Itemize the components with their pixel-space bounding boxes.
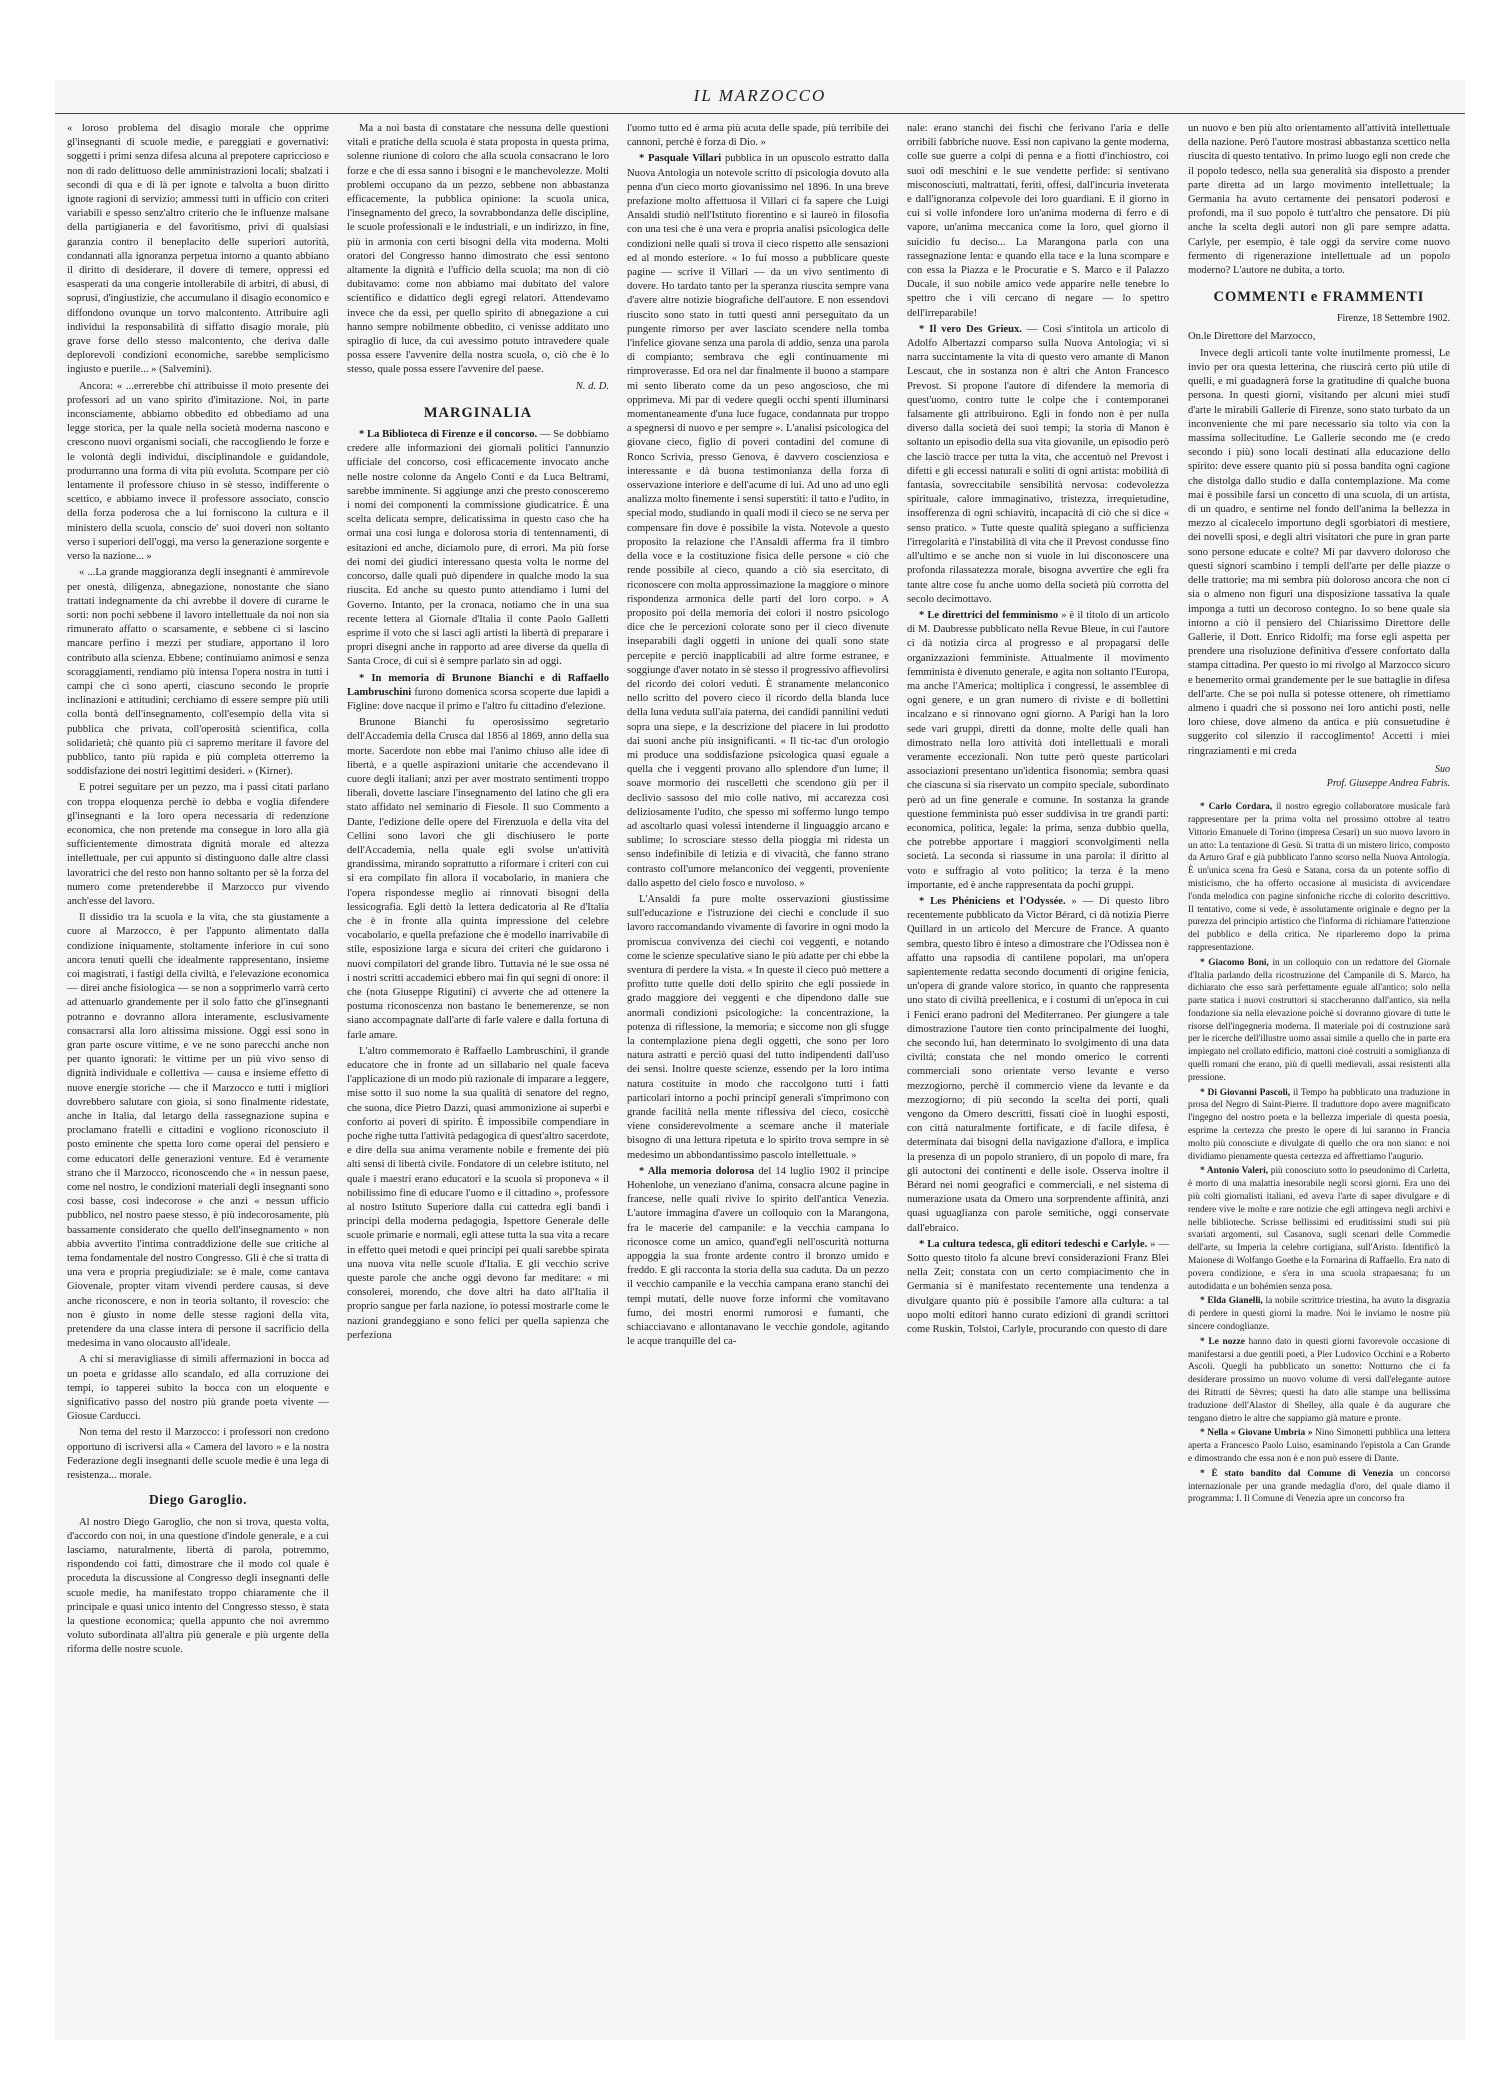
section-heading-marginalia: MARGINALIA xyxy=(423,404,533,421)
column-5 xyxy=(1188,122,1450,2027)
note-item xyxy=(1188,1165,1450,1293)
marginalia-item xyxy=(347,428,609,669)
note-item xyxy=(1188,1295,1450,1333)
column-4 xyxy=(907,122,1169,2027)
item-lead: * Pasquale Villari xyxy=(639,153,722,165)
header-rule xyxy=(55,113,1465,114)
item-lead: * Alla memoria dolorosa xyxy=(639,1165,755,1177)
notes-block xyxy=(1188,801,1450,1506)
author-signature-heading: Diego Garoglio. xyxy=(149,1492,247,1508)
paragraph: l'uomo tutto ed è arma più acuta delle spade, più terribile dei cannoni, perchè è forza di Dio. » xyxy=(627,123,889,149)
note-item xyxy=(1188,957,1450,1085)
item-text: — Se dobbiamo credere alle informazioni dei giornali politici l'annunzio ufficiale del concorso, così efficacemente invocato anche nelle nostre colonne da Angelo Conti e da Luca Beltrami, sarebbe imminente. Si aggiunge anzi che presto conosceremo i nomi dei componenti la commissione giudicatrice. È una scelta delicata sempre, delicatissima in questo caso che ha ormai una così lunga e dolorosa storia di tentennamenti, di esitazioni ed anche, diciamolo pure, di errori. Ma più forse dei nomi dei giudici interessano questa volta le norme del concorso, dalle quali può dipendere in qualche modo la sua riuscita. Ed anche su questo punto attendiamo i lumi del Governo. Intanto, per la cronaca, notiamo che in una sua recente lettera al Giornale d'Italia il conte Paolo Galletti esprime il voto che si lasci agli artisti la libertà di preparare i propri disegni anche in rapporto ad aree diverse da quella di Santa Croce, di cui si è sempre parlato sin ad oggi. xyxy=(347,429,609,668)
column-1 xyxy=(67,122,329,2027)
item-text: Nino Simonetti pubblica una lettera aperta a Francesco Paolo Luiso, esaminando l'epistola a Can Grande e dimostrando che essa non è e non può essere di Dante. xyxy=(1188,1428,1450,1464)
item-lead: * Il vero Des Grieux. xyxy=(919,323,1022,335)
note-item xyxy=(1188,1087,1450,1164)
item-text: » — Di questo libro recentemente pubblicato da Victor Bérard, ci dà notizia Pierre Quillard in un articolo del Mercure de France. A quanto sembra, questo libro è inteso a dimostrare che l'Odissea non è affatto una rapsodia di cantilene popolari, ma un'opera sapientemente redatta secondo documenti di origine fenicia, un'opera di grande valore storico, in quanto che rappresenta uno stato di civiltà preellenica, e i costumi di un'epoca in cui i Fenici erano padroni del Mediterraneo. Per giungere a tale dimostrazione l'autore tien conto principalmente dei luoghi, che secondo lui, han determinato lo svolgimento di una data civiltà; constata che nel mondo omerico le correnti commerciali sono orientate verso levante e verso mezzogiorno, perchè il commercio viene da levante e da mezzogiorno; di più secondo la scelta dei porti, quali vengono da Omero descritti, fissati cioè in luoghi esposti, con città naturalmente fortificate, e di facile difesa, è determinata dai bisogni della navigazione d'allora, e implica la presenza di un popolo straniero, di un popolo di mare, fra gli autoctoni dei continenti e delle isole. Osserva inoltre il Bérard nei nomi geografici e commerciali, e nel sistema di numerazione usata da Omero una sorprendente affinità, anzi quasi uguaglianza con parole semitiche, oggi conservate dall'ebraico. xyxy=(907,895,1169,1234)
paragraph: nale: erano stanchi dei fischi che ferivano l'aria e delle orribili fabbriche nuove. Essi non capivano la gente moderna, colle sue guerre a colpi di penna e a fiotti d'inchiostro, coi suoi odî meschini e le sue vendette perfide: si sentivano misconosciuti, maltrattati, feriti, offesi, dall'incuria inveterata e dall'ignoranza colpevole dei loro guardiani. E il giorno in cui si volle infondere loro un'anima moderna di ferro e di vapore, un'anima meccanica come la loro, quel giorno il suicidio fu deciso... La Marangona parla con una rassegnazione lenta: e quando ella tace e la luna scompare e con essa la Piazza e le Procuratie e S. Marco e il Palazzo Ducale, il suo nobile amico vede apparire nelle tenebre lo spettro che i vili cercano di negare — lo spettro dell'irreparabile! xyxy=(907,123,1169,319)
item-text: la nobile scrittrice triestina, ha avuto la disgrazia di perdere in questi giorni la madre. Noi le inviamo le nostre più sincere condoglianze. xyxy=(1188,1296,1450,1333)
marginalia-item xyxy=(627,1165,889,1350)
paragraph: Il dissidio tra la scuola e la vita, che sta giustamente a cuore al Marzocco, è per l'appunto alimentato dalla condizione iniquamente, stoltamente inferiore in cui sono ancora tenuti quelli che idealmente rappresentano, insieme coi magistrati, i fastigi della civiltà, e l'elevazione economica — direi anche fisiologica — se non a sopprimerlo varrà certo ad attenuarlo grandemente per il solo fatto che gl'insegnanti potranno e dovranno allora interamente, esclusivamente consacrarsi alla loro altissima missione. Oggi essi sono in gran parte oscure vittime, e ve ne sono parecchi anche non per quanto ignorati: le vittime per un più vivo senso di dignità individuale e collettiva — causa e insieme effetto di nuove energie storiche — che il Marzocco e tutti i migliori dovrebbero salutare con gioia, si sono finalmente ridestate, anche in Italia, dal letargo della rassegnazione supina e proclamano fratelli e cittadini e vogliono riconosciuto il posto eminente che spetta loro come operai del pensiero e come educatori delle generazioni venture. Ed è veramente strano che il Marzocco, riconoscendo che « in nessun paese, come nel nostro, le condizioni materiali degli insegnanti sono così basse, così indecorose » che anzi « nessun ufficio pubblico, nel nostro paese stesso, è più indecorosamente, più bassamente considerato che quello dell'insegnamento » non abbia avvertito l'intima contraddizione delle sue critiche al tema fondamentale del nostro Congresso. Gli è che si tratta di una vera e propria pregiudiziale: se è male, come cantava Giovenale, propter vitam vivendi perdere causas, si deve anche riconoscere, e non in teoria soltanto, il rovescio: che non è giusto in nome delle stesse ragioni della vita, pretendere da una classe intera di persone il sacrificio della medesima in vano olocausto all'ideale. xyxy=(67,912,329,1350)
paragraph: Ancora: « ...errerebbe chi attribuisse il moto presente dei professori ad un vano spirito d'imitazione. Noi, in parte inconsciamente, abbiamo obbedito ed obbediamo ad una legge storica, per la quale nella società moderna nascono e crescono nuovi organismi sociali, che raccogliendo le forze e le volontà degli individui, disciplinandole e guidandole, produrranno una forma di vita più evoluta. Scompare per ciò lentamente il professore chiuso in sè stesso, indifferente o scettico, e abbiamo invece il professore associato, conscio della forza poderosa che a lui forniscono la cultura e il ministero della scuola, conscio de' suoi doveri non soltanto verso i superiori dell'oggi, ma verso la generazione sorgente e verso la nazione... » xyxy=(67,380,329,563)
newspaper-page xyxy=(55,80,1465,2040)
item-text: un concorso internazionale per una grande medaglia d'oro, del quale diamo il programma: I. Il Comune di Venezia apre un concorso fra xyxy=(1188,1468,1450,1505)
paragraph: Al nostro Diego Garoglio, che non si trova, questa volta, d'accordo con noi, in una questione d'indole generale, e a cui lasciamo, naturalmente, libertà di parola, potremmo, rispondendo coi fatti, dimostrare che il modo col quale è proceduta la discussione al Congresso degli insegnanti delle scuole medie, ha manifestato troppo chiaramente che il principale e quasi unico intento del Congresso stesso, è stata la questione economica; quella appunto che noi avremmo voluto subordinata all'altra più generale e più urgente della riforma delle nostre scuole. xyxy=(67,1516,329,1656)
section-heading-commenti: COMMENTI e FRAMMENTI xyxy=(1213,289,1425,306)
paragraph: Non tema del resto il Marzocco: i professori non credono opportuno di iscriversi alla « Camera del lavoro » e la nostra Federazione degli insegnanti delle scuole medie è una lega di resistenza... morale. xyxy=(67,1427,329,1482)
item-lead: * Elda Gianelli, xyxy=(1200,1296,1263,1307)
marginalia-item xyxy=(907,609,1169,893)
item-text: il Tempo ha pubblicato una traduzione in prosa del Negro di Saint-Pierre. Il traduttore dopo avere magnificato l'ingegno del nostro poeta e la bellezza imperiale di questa poesia, esprime la certezza che presto le opere di lui saranno in Francia molto più conosciute e divulgate di quello che ora non siano: e noi dividiamo pienamente questa certezza ed affrettiamo l'augurio. xyxy=(1188,1087,1450,1162)
item-lead: * Le nozze xyxy=(1200,1336,1245,1347)
item-text: più conosciuto sotto lo pseudonimo di Carletta, è morto di una malattia inesorabile negli scorsi giorni. Era uno dei più colti giornalisti italiani, ed aveva l'arte di saper divulgare e di rendere vive le molte e rare notizie che egli attingeva negli archivi e nelle biblioteche. Scrisse bellissimi ed eruditissimi studi sui più svariati argomenti, sul Casanova, sugli scenari delle Commedie dell'arte, su Imperia la celebre cortigiana, sull'Aristo. Identificò la Maionese di Wolfango Goethe e la Fornarina di Raffaello. Era nato di povera condizione, e s'era in una scuola strapaesana; fu un autodidatta e un bohémien senza posa. xyxy=(1188,1166,1450,1292)
col1-body xyxy=(67,122,329,1483)
note-item xyxy=(1188,1427,1450,1465)
letter-signature: Prof. Giuseppe Andrea Fabris. xyxy=(1326,777,1450,789)
column-3 xyxy=(627,122,889,2027)
item-lead: * Les Phéniciens et l'Odyssée. xyxy=(919,895,1066,907)
paragraph: Brunone Bianchi fu operosissimo segretario dell'Accademia della Crusca dal 1856 al 1869, anno della sua morte. Sacerdote non ebbe mai l'animo chiuso alle idee di libertà, e a quelle aspirazioni unitarie che accendevano il cuore degli italiani; anzi per aver mostrato sentimenti troppo liberali, dovette lasciare l'insegnamento del latino che gli era stato affidato nel seminario di Fiesole. Il suo Commento a Dante, l'edizione delle opere del Firenzuola e della vita del Cellini sono lavori che gli dischiusero le porte dell'Accademia, nella quale egli svolse un'attività grandissima, mirando soprattutto a riformare i criteri con cui si era compilato fin allora il vocabolario, in maniera che l'opera rispondesse meglio ai rinnovati bisogni della lessicografia. Egli dettò la lettera dedicatoria al Re d'Italia che è in fronte alla quinta impressione del celebre vocabolario, e quella prefazione che è modello inarrivabile di stile, esposizione larga e sicura dei criteri che guidarono i nuovi compilatori del grande libro. Tuttavia né le sue ossa né i nostri scritti accademici ebbero mai fin qui segni di onore: il che (nota Giuseppe Rigutini) ci avverte che ad ottenere la postuma riconoscenza non bastano le benemerenze, se non siano accompagnate dall'arte di farle valere e dalla fortuna di farle amare. xyxy=(347,717,609,1041)
marginalia-item xyxy=(907,895,1169,1236)
paragraph: E potrei seguitare per un pezzo, ma i passi citati parlano con troppa eloquenza perchè io debba e voglia difendere gl'insegnanti e la loro opera necessaria di redenzione economica, che non pretende ma consegue in loro alla già sufficientemente dimostrata dignità morale ed altezza intellettuale, per cui appunto si distinguono dalle altre classi lavoratrici che del resto non hanno soltanto per sè la forza del numero come pretenderebbe il Marzocco pur vivendo anch'esse del lavoro. xyxy=(67,782,329,907)
item-text: pubblica in un opuscolo estratto dalla Nuova Antologia un notevole scritto di psicologia dovuto alla penna d'un cieco morto giovanissimo nel 1896. In una breve prefazione molto affettuosa il Villari ci fa sapere che Luigi Ansaldi studiò nell'Istituto fiorentino e si laureò in filosofia con una tesi che è una vera e propria analisi psicologica delle condizioni nelle quali si trova il cieco rispetto alle sensazioni ed al mondo esteriore. « Io fui mosso a pubblicare queste pagine — scrive il Villari — da un vivo sentimento di dovere. Ho tardato tanto per la speranza riuscita sempre vana d'avere altre notizie biografiche dell'autore. E non essendovi riuscito sono stato in tutti questi anni perseguitato da un pungente rimorso per aver lasciato scendere nella tomba l'infelice giovane senza una parola di addio, senza una parola di compianto; sembrava che egli continuamente mi rimproverasse. Ed ora nel dar finalmente il buono a stampare mi sento liberato come da un peso angoscioso, che mi opprimeva. Mi par di vedere quegli occhi spenti illuminarsi momentaneamente d'una luce fugace, condannata pur troppo a spegnersi di nuovo e per sempre ». L'analisi psicologica del giovane cieco, figlio di poveri contadini del comune di Ronco Scrivia, presso Genova, è davvero coscienziosa e interessante e dà buona testimonianza della forza di osservazione interiore e dell'acume di lui. Ad uno ad uno egli analizza molto finemente i sensi superstiti: il tatto e l'udito, in special modo, studiando in quali modi il cieco se ne serva per compensare fin dove è possibile la vista. Notevole a questo proposito la relazione che l'Ansaldi afferma fra il timbro della voce e la costituzione fisica delle persone « ciò che rende possibile al cieco, quando a ciò sia esercitato, di riconoscere con molta approssimazione la maggiore o minore rispondenza armonica delle parti del loro corpo. » A proposito poi della memoria dei colori il nostro psicologo dice che le percezioni colorate sono per il cieco divenute inseparabili dagli oggetti in unione dei quali sono state percepite e perciò inapplicabili ad altre forme estranee, e soggiunge d'aver notato in sè stesso il progressivo affievolirsi del ricordo dei colori veduti. È stranamente melanconico nello scritto del povero cieco il ricordo della blanda luce della luna veduta sull'aia paterna, dei candidi pannilini veduti sopra una siepe, e la descrizione del piacere in lui prodotto dai suoni anche più insignificanti. « Il tic-tac d'un orologio mi produce una soddisfazione psicologica quasi eguale a quella che i veggenti provano allo splendore d'un lume; il soave mormorio dei ruscelletti che scendono giù per il declivio sassoso del mio colle nativo, mi accarezza così deliziosamente l'udito, che spesso mi soffermo lungo tempo ad ascoltarlo quasi volessi intenderne il linguaggio arcano e sublime; lo scrosciare stesso della pioggia mi ridesta un senso indefinibile di letizia e di vivacità, che fanno strano contrasto coll'umore melanconico dei veggenti, proveniente dallo aspetto del cielo fosco e nuvoloso. » xyxy=(627,153,889,889)
column-2 xyxy=(347,122,609,2027)
item-lead: * È stato bandito dal Comune di Venezia xyxy=(1200,1468,1394,1479)
item-lead: * Di Giovanni Pascoli, xyxy=(1200,1087,1291,1098)
masthead: IL MARZOCCO xyxy=(693,86,827,105)
item-text: hanno dato in questi giorni favorevole occasione di manifestarsi a due gentili poeti, a Pier Ludovico Occhini e a Roberto Ascoli. Quegli ha pubblicato un sonetto: Notturno che ci fa desiderare prossimo un nuovo volume di versi dall'elegante autore dei Ritratti de Sèvres; questi ha dato alle stampe una bellissima traduzione dell'Alastor di Shelley, alla quale è da augurare che tengano dietro le altre che sappiamo già mature e pronte. xyxy=(1188,1336,1450,1424)
item-lead: * Carlo Cordara, xyxy=(1200,802,1273,813)
paragraph: « ...La grande maggioranza degli insegnanti è ammirevole per onestà, diligenza, abnegazione, nonostante che siano trattati indegnamente da chi avrebbe il dovere di curarne le sorti: non pochi sebbene il lavoro intellettuale da noi non sia rimunerato affatto o scarsamente, e sebbene ci si lascino mancare perfino i mezzi per studiare, apportano il loro contributo alla scienza. Ebbene; continuiamo animosi e senza scoraggiamenti, rendiamo più intensa l'opera nostra in tutti i campi che ci sono aperti, ciascuno secondo le proprie inclinazioni e attitudini; cerchiamo di essere sempre più utili colla bontà dell'insegnamento, coll'esempio della vita si pubblica che privata, coll'operosità scientifica, colla solidarietà; chè quanto più ci sapremo meritare il favore del pubblico, tanto più rapida e più completa otterremo la soddisfazione dei nostri legittimi desideri. » (Kirner). xyxy=(67,567,329,778)
marginalia-item xyxy=(907,1238,1169,1337)
item-text: il nostro egregio collaboratore musicale farà rappresentare per la prima volta nel prossimo ottobre al teatro Vittorio Emanuele di Torino (impresa Cesari) un suo nuovo lavoro in un atto: La tentazione di Gesù. Si tratta di un mistero lirico, composto da Arturo Graf e già pubblicato l'anno scorso nella Nuova Antologia. È un'unica scena fra Gesù e Satana, corsa da un potente soffio di misticismo, che ha offerto occasione al musicista di avvicendare l'onda melodica con pagine sinfoniche ricche di colorito descrittivo. Il tentativo, come si vede, è assolutamente originale e degno per la purezza del principio artistico che l'informa di richiamare l'attenzione del pubblico e della critica. Ne riparleremo dopo la prima rappresentazione. xyxy=(1188,802,1450,953)
item-lead: * Antonio Valeri, xyxy=(1200,1166,1269,1177)
item-text: furono domenica scorsa scoperte due lapidi a Figline: dove nacque il primo e l'altro fu cittadino d'elezione. xyxy=(347,686,609,712)
paragraph: A chi si meravigliasse di simili affermazioni in bocca ad un poeta e gridasse allo scandalo, ed alla corruzione dei tempi, io tapperei subito la bocca con un eloquente e significativo passo del nostro più grande poeta vivente — Giosue Carducci. xyxy=(67,1354,329,1423)
paragraph: Ma a noi basta di constatare che nessuna delle questioni vitali e pratiche della scuola è stata proposta in questa prima, solenne riunione di coloro che alla scuola consacrano le loro forze e che di essa sanno i bisogni e le manchevolezze. Molti problemi occupano da un pezzo, sebbene non abbastanza efficacemente, la pubblica opinione: la scuola unica, l'insegnamento del greco, la sovrabbondanza delle discipline, le scuole professionali e le industriali, e un indirizzo, in fine, più in armonia con certi bisogni della vita moderna. Molti oratori del Congresso hanno dimostrato che essi sentono altamente la dignità e l'ufficio della scuola; ma non di ciò dubitavamo: come non abbiamo mai dubitato del valore scientifico e didattico degli egregi relatori. Attendevamo invece che da essi, per quello spirito di abnegazione a cui hanno sempre nobilmente obbedito, ci venisse additato uno spiraglio di luce, da cui avessimo potuto intravedere quale possa essere l'avvenire della nostra scuola, o, ciò che è lo stesso, quale possa essere l'avvenire del paese. xyxy=(347,123,609,376)
item-text: » è il titolo di un articolo di M. Daubresse pubblicato nella Revue Bleue, in cui l'autore ci dà notizia circa al progresso e al propagarsi delle organizzazioni femministe. Attualmente il movimento femminista è divenuto generale, e agita non soltanto l'Europa, ma anche l'America; moltiplica i congressi, le assemblee di ogni genere, e un gran numero di riviste e di bollettini incalzano e si rinnovano ogni giorno. A Parigi han la loro sede vari gruppi, diretti da donne, molte delle quali han dimostrato nella loro attività doti intellettuali e morali veramente eccezionali. Non tutte però queste particolari associazioni presentano un'identica fisonomia; sembra quasi che ciascuna si sia riservato un compito speciale, subordinato però ad un fine generale e comune. In sostanza la grande questione femminista può esser suddivisa in tre grandi parti: economica, politica, legale: la prima, senza dubbio quella, che potrebbe apportare i maggiori sconvolgimenti nella società. La seconda si riassume in una parola: il diritto al voto e suffragio al voto politico; la terza è la meno importante, ed è anche rappresentata da pochi gruppi. xyxy=(907,609,1169,891)
editorial-signature: N. d. D. xyxy=(575,380,609,392)
item-lead: * Giacomo Boni, xyxy=(1200,957,1269,968)
item-text: del 14 luglio 1902 il principe Hohenlohe, un veneziano d'anima, consacra alcune pagine in francese, nelle quali rivive lo spirito dell'antica Venezia. L'autore immagina d'avere un colloquio con la Marangona, fra le macerie del campanile: e la vecchia campana lo riconosce come un amico, quand'egli nell'oscurità notturna appoggia la sua fronte ardente contro il bronzo umido e freddo. E gli racconta la storia della sua caduta. Da un pezzo il vecchio campanile e la vecchia campana erano stanchi dei tempi mutati, delle nuove forze informi che vomitavano fumo, dei mostri enormi rumorosi e fumanti, che schiacciavano e allontanavano le vecchie gondole, agitando le acque tranquille del ca- xyxy=(627,1165,889,1348)
note-item xyxy=(1188,801,1450,955)
item-lead: * La cultura tedesca, gli editori tedeschi e Carlyle. xyxy=(919,1238,1148,1250)
item-text: in un colloquio con un redattore del Giornale d'Italia parlando della ricostruzione del Campanile di S. Marco, ha dichiarato che esso sarà perfettamente eguale all'antico; solo nella parte statica i nuovi costruttori si staccheranno dall'antico, sia nella fondazione sia nella elevazione poichè si dovranno giovare di tutte le risorse dell'ingegneria moderna. Il materiale poi di costruzione sarà per le ricerche dell'illustre uomo assai simile a quello che in parte era impiegato nel crollato edificio, mattoni cioè costruiti a somiglianza di quelli romani che erano, più di quelli medievali, assai resistenti alla pressione. xyxy=(1188,957,1450,1083)
letter-salutation: On.le Direttore del Marzocco, xyxy=(1188,330,1316,342)
item-lead: * Le direttrici del femminismo xyxy=(919,609,1059,621)
item-lead: * Nella « Giovane Umbria » xyxy=(1200,1428,1313,1439)
marginalia-item xyxy=(907,323,1169,607)
letter-body: Invece degli articoli tante volte inutilmente promessi, Le invio per ora questa letterina, che riuscirà certo più utile di quelli, e mi guadagnerà forse la gratitudine di qualche buona persona. In questi giorni, visitando per alcuni miei studî d'arte le mirabili Gallerie di Firenze, sono stato turbato da un inconveniente che mi pare necessario sia tolto via con la massima sollecitudine. Le Gallerie secondo me (e credo secondo i più) sono locali destinati alla educazione dello spirito: deve essere quanto più si possa bandita ogni cagione che distolga dallo studio e dalla contemplazione. Ma come mai è possibile farsi un concetto di una scuola, di un artista, di un quadro, e sentirne nel fondo dell'anima la bellezza in mezzo al cicalecelo importuno degli sgorbiatori di mestiere, dei novelli sposi, e degli altri visitatori che pure in gran parte sono persone educate e colte? Mi par davvero doloroso che questi signori scambino i templi dell'arte per delle piazze o delle trattorie; ma mi sembra più doloroso ancora che non ci sia o almeno non figuri una disposizione tassativa la quale imponga a tutti un decoroso contegno. Io so bene quale sia intorno a ciò il pensiero del Chiarissimo Direttore delle Gallerie, il Dott. Enrico Ridolfi; ma forse egli aspetta per prendere una risoluzione definitiva d'essere confortato dalla stampa cittadina. Per questo io mi rivolgo al Marzocco sicuro e benemerito ormai grandemente per le sue battaglie in difesa dell'arte. Che se poi nulla si potesse ottenere, oh rimettiamo almeno i quadri che si possono nei loro antichi posti, nelle loro chiese, dove almeno da antica e più consuetudine è suggerito col silenzio il raccoglimento! Accetti i miei ringraziamenti e mi creda xyxy=(1188,347,1450,757)
item-text: » — Sotto questo titolo fa alcune brevi considerazioni Franz Blei nella Zeit; constata con un certo compiacimento che in Germania si è manifestato recentemente una tendenza a divulgare quanto più è possibile l'amore alla cultura: a tal uopo molti editori hanno curato edizioni di grandi scrittori come Ruskin, Tolstoi, Carlyle, procurando con questo di dare xyxy=(907,1238,1169,1336)
letter-closing xyxy=(1188,763,1450,791)
note-item xyxy=(1188,1468,1450,1506)
paragraph: L'altro commemorato è Raffaello Lambruschini, il grande educatore che in fronte ad un sillabario nel quale faceva l'applicazione di un modo più razionale di imparare a leggere, mise sotto il suo nome la sua qualità di senatore del regno, che suona, dice Pietro Dazzi, quasi ammonizione ai superbi e conforto ai poveri di spirito. È impossibile compendiare in poche righe tutta l'attività pedagogica di quest'altro sacerdote, e dire della sua anima veramente nobile e fremente dei più alti sensi di libertà civile. Fondatore di un celebre istituto, nel quale i maestri erano educatori e la scuola si proponeva « il nobilissimo fine di educare l'uomo e il cittadino », professore al nostro Istituto Superiore dalla cui cattedra egli bandì i principi della moderna pedagogia, Ispettore Generale delle scuole primarie e normali, egli attese tutta la sua vita a recare in effetto quei metodi e quei principi pei quali sarebbe spirata una nuova vita nelle scuole d'Italia. E gli vecchio scrive queste parole che anche oggi devono far meditare: « mi consolerei, morendo, che dove altri ha dato all'Italia il proprio sangue per farla nazione, io potessi mostrarle come le nazioni grandeggiano e sono felici per quella sapienza che perfeziona xyxy=(347,1045,609,1341)
item-lead: * La Biblioteca di Firenze e il concorso. xyxy=(359,429,538,441)
letter-closing-word: Suo xyxy=(1435,763,1450,775)
item-text: — Così s'intitola un articolo di Adolfo Albertazzi comparso sulla Nuova Antologia; vi si narra succintamente la vita di questo vero amante di Manon Lescaut, che in sostanza non è altri che Anton Francesco Prevost. Si propone l'autore di difendere la memoria di quest'uomo, contro tutte le colpe che i contemporanei falsamente gli attribuirono. Egli in fondo non è per nulla diverso dalla società dei suoi tempi; la storia di Manon è soltanto un episodio della sua vita giovanile, un episodio però che lasciò tracce per tutta la vita, che accentuò nel Prevost i difetti e gli eccessi naturali e soliti di ogni artista: mobilità di fantasia, sovreccitabile sensibilità nervosa: codevolezza spirituale, calore immaginativo, tristezza, irrequietudine, insofferenza di ogni schiavitù, incapacità di ciò che si dice « senso pratico. » Tutte queste qualità spiegano a sufficienza l'irregolarità e l'instabilità di vita che il Prevost condusse fino all'ultimo e se anche non si vuole in lui disconoscere una profonda rilassatezza morale, bisogna avvertire che egli fra tante altre cose fu anche uomo della società più corrotta del secolo decimottavo. xyxy=(907,323,1169,605)
paragraph: L'Ansaldi fa pure molte osservazioni giustissime sull'educazione e l'istruzione dei ciechi e conclude il suo lavoro raccomandando vivamente di favorire in ogni modo la promiscua convivenza dei ciechi coi veggenti, e notando come le scienze speculative siano le più adatte per chi ebbe la sventura di perdere la vista. « In queste il cieco può mettere a profitto tutte quelle doti dello spirito che egli possiede in grado maggiore dei veggenti e che dipendono dalle sue anormali condizioni psicologiche: la concentrazione, la potenza di riflessione, la memoria; e siccome non gli sfugge la contemplazione piena degli oggetti, che sono per loro natura astratti e perciò quasi del tutto indipendenti dall'uso dei sensi. Inoltre queste scienze, essendo per la loro intima natura costituite in modo che raccolgono tutti i fatti particolari intorno a pochi principî generali s'imprimono con grande facilità nella mente riflessiva del cieco, cosicchè viene considerevolmente a scemare anche il materiale bisogno di una lettura ripetuta e lo spirito trova sempre in sè medesimo un abbondantissimo pascolo intellettuale. » xyxy=(627,893,889,1161)
item-lead: * In memoria di Brunone Bianchi e di Raffaello Lambruschini xyxy=(347,672,609,698)
note-item xyxy=(1188,1336,1450,1426)
marginalia-item xyxy=(347,672,609,715)
marginalia-item xyxy=(627,152,889,891)
paragraph: un nuovo e ben più alto orientamento all'attività intellettuale della nazione. Però l'autore mostrasi abbastanza scettico nella riuscita di questo tentativo. In primo luogo egli non crede che il popolo tedesco, nella sua generalità sia disposto a prender parte diretta ad un largo movimento intellettuale; la Germania ha avuto certamente dei pensatori poderosi e profondi, ma il suo popolo è tutt'altro che pensatore. Di più anche la scelta degli autori non gli pare sempre adatta. Carlyle, per esempio, è tale oggi da servire come nuovo fermento di rigenerazione intellettuale ad un popolo moderno? L'autore ne dubita, a torto. xyxy=(1188,123,1450,277)
letter-date: Firenze, 18 Settembre 1902. xyxy=(1336,313,1450,325)
paragraph: « loroso problema del disagio morale che opprime gl'insegnanti di scuole medie, e pareggiati e governativi: soggetti i primi senza difesa alcuna al prepotere capriccioso e non di rado delittuoso delle amministrazioni locali; sbalzati i secondi di qua e di là per ignote e talvolta a buon diritto ignote ragioni di servizio; ammessi tutti in ufficio con criteri variabili e spesso senz'altro criterio che le influenze malsane della partigianeria e del favoritismo, privi di qualsiasi garanzia contro il beneplacito delle superiori autorità, condannati alla ignoranza perpetua intorno a quanto abbiano il diritto di desiderare, il dovere di temere, oppressi ed esasperati da una congerie intollerabile di arbitri, di abusi, di soprusi, d'ingiustizie, che accumulano il disagio economico e diffondono ovunque un torvo malcontento. Attribuire agli individui la responsabilità di siffatto disagio morale, più grave forse dello stesso malcontento, che deriva dalle deplorevoli condizioni economiche, sarebbe semplicismo ingiusto e puerile... » (Salvemini). xyxy=(67,123,329,376)
